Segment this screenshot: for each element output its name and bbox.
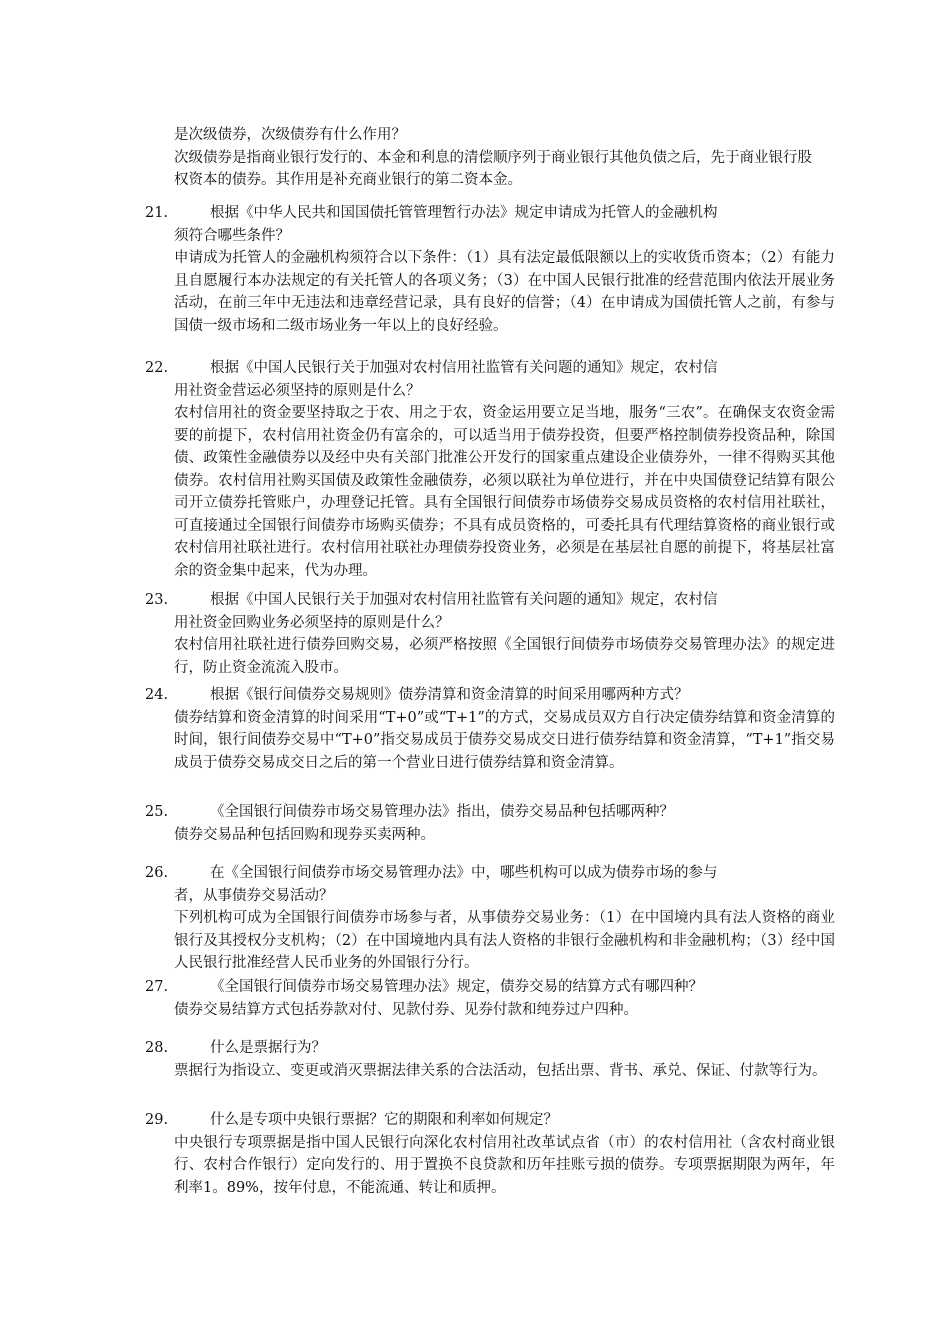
qa-item-26 [145, 862, 835, 975]
question-text: 什么是票据行为？ [210, 1040, 326, 1056]
qa-item-24 [145, 684, 835, 774]
answer-text: 农村信用社联社进行债券回购交易，必须严格按照《全国银行间债券市场债券交易管理办法》的规定进行，防止资金流流入股市。 [174, 637, 835, 676]
question-number: 23. [145, 592, 169, 608]
qa-item-29 [145, 1109, 835, 1199]
answer-text: 下列机构可成为全国银行间债券市场参与者，从事债券交易业务：（1）在中国境内具有法人资格的商业银行及其授权分支机构；（2）在中国境地内具有法人资格的非银行金融机构和非金融机构；（3）经中国人民银行批准经营人民币业务的外国银行分行。 [174, 910, 835, 971]
question [145, 1109, 835, 1132]
question-continuation: 用社资金营运必须坚持的原则是什么？ [174, 382, 421, 399]
question [145, 357, 835, 380]
qa-item-23 [145, 589, 835, 679]
answer-text: 债券交易结算方式包括券款对付、见款付券、见券付款和纯券过户四种。 [174, 1001, 638, 1018]
question [145, 862, 835, 885]
question-text: 《全国银行间债券市场交易管理办法》规定，债券交易的结算方式有哪四种？ [210, 979, 703, 995]
answer-text: 债券交易品种包括回购和现券买卖两种。 [174, 826, 435, 843]
qa-item-21 [145, 202, 835, 337]
question-number: 22. [145, 360, 169, 376]
question-text: 根据《中华人民共和国国债托管管理暂行办法》规定申请成为托管人的金融机构 [210, 205, 718, 221]
question-continuation: 须符合哪些条件？ [174, 227, 290, 244]
question-text: 根据《中国人民银行关于加强对农村信用社监管有关问题的通知》规定，农村信 [210, 360, 718, 376]
answer-text: 债券结算和资金清算的时间采用“T+0”或“T+1”的方式，交易成员双方自行决定债券结算和资金清算的时间，银行间债券交易中“T+0”指交易成员于债券交易成交日进行债券结算和资金清算，“T+1”指交易成员于债券交易成交日之后的第一个营业日进行债券结算和资金清算。 [174, 709, 835, 771]
answer-text: 票据行为指设立、变更或消灭票据法律关系的合法活动，包括出票、背书、承兑、保证、付款等行为。 [174, 1062, 827, 1079]
question-number: 25. [145, 804, 169, 820]
answer-text: 申请成为托管人的金融机构须符合以下条件：（1）具有法定最低限额以上的实收货币资本；（2）有能力且自愿履行本办法规定的有关托管人的各项义务；（3）在中国人民银行批准的经营范围内依法开展业务活动，在前三年中无违法和违章经营记录，具有良好的信誉；（4）在申请成为国债托管人之前，有参与国债一级市场和二级市场业务一年以上的良好经验。 [174, 250, 835, 334]
question-number: 29. [145, 1112, 169, 1128]
question [145, 202, 835, 225]
question-number: 27. [145, 979, 169, 995]
qa-item-27 [145, 976, 835, 1021]
question [145, 801, 835, 824]
question [145, 1037, 835, 1060]
question-continuation: 用社资金回购业务必须坚持的原则是什么？ [174, 614, 450, 631]
answer-text: 农村信用社的资金要坚持取之于农、用之于农，资金运用要立足当地，服务“三农”。在确保支农资金需要的前提下，农村信用社资金仍有富余的，可以适当用于债券投资，但要严格控制债券投资品种，除国债、政策性金融债券以及经中央有关部门批准公开发行的国家重点建设企业债券外，一律不得购买其他债券。农村信用社购买国债及政策性金融债券，必须以联社为单位进行，并在中央国债登记结算有限公司开立债券托管账户，办理登记托管。具有全国银行间债券市场债券交易成员资格的农村信用社联社，可直接通过全国银行间债券市场购买债券；不具有成员资格的，可委托具有代理结算资格的商业银行或农村信用社联社进行。农村信用社联社办理债券投资业务，必须是在基层社自愿的前提下，将基层社富余的资金集中起来，代为办理。 [174, 405, 835, 579]
question-number: 21. [145, 205, 169, 221]
answer-text: 中央银行专项票据是指中国人民银行向深化农村信用社改革试点省（市）的农村信用社（含农村商业银行、农村合作银行）定向发行的、用于置换不良贷款和历年挂账亏损的债券。专项票据期限为两年，年利率1。89%，按年付息，不能流通、转让和质押。 [174, 1134, 835, 1196]
question [145, 589, 835, 612]
qa-item-28 [145, 1037, 835, 1082]
question-number: 26. [145, 865, 169, 881]
intro-question: 是次级债券，次级债券有什么作用？ [174, 127, 406, 143]
qa-item-25 [145, 801, 835, 846]
question [145, 684, 835, 707]
question [145, 976, 835, 999]
intro-block [174, 124, 824, 192]
question-text: 在《全国银行间债券市场交易管理办法》中，哪些机构可以成为债券市场的参与 [210, 865, 718, 881]
question-continuation: 者，从事债券交易活动？ [174, 887, 334, 904]
question-number: 24. [145, 687, 169, 703]
question-number: 28. [145, 1040, 169, 1056]
intro-answer: 次级债券是指商业银行发行的、本金和利息的清偿顺序列于商业银行其他负债之后，先于商业银行股权资本的债券。其作用是补充商业银行的第二资本金。 [174, 149, 812, 188]
question-text: 根据《中国人民银行关于加强对农村信用社监管有关问题的通知》规定，农村信 [210, 592, 718, 608]
question-text: 《全国银行间债券市场交易管理办法》指出，债券交易品种包括哪两种？ [210, 804, 674, 820]
question-text: 什么是专项中央银行票据？它的期限和利率如何规定？ [210, 1112, 558, 1128]
qa-item-22 [145, 357, 835, 582]
question-text: 根据《银行间债券交易规则》债券清算和资金清算的时间采用哪两种方式？ [210, 687, 689, 703]
